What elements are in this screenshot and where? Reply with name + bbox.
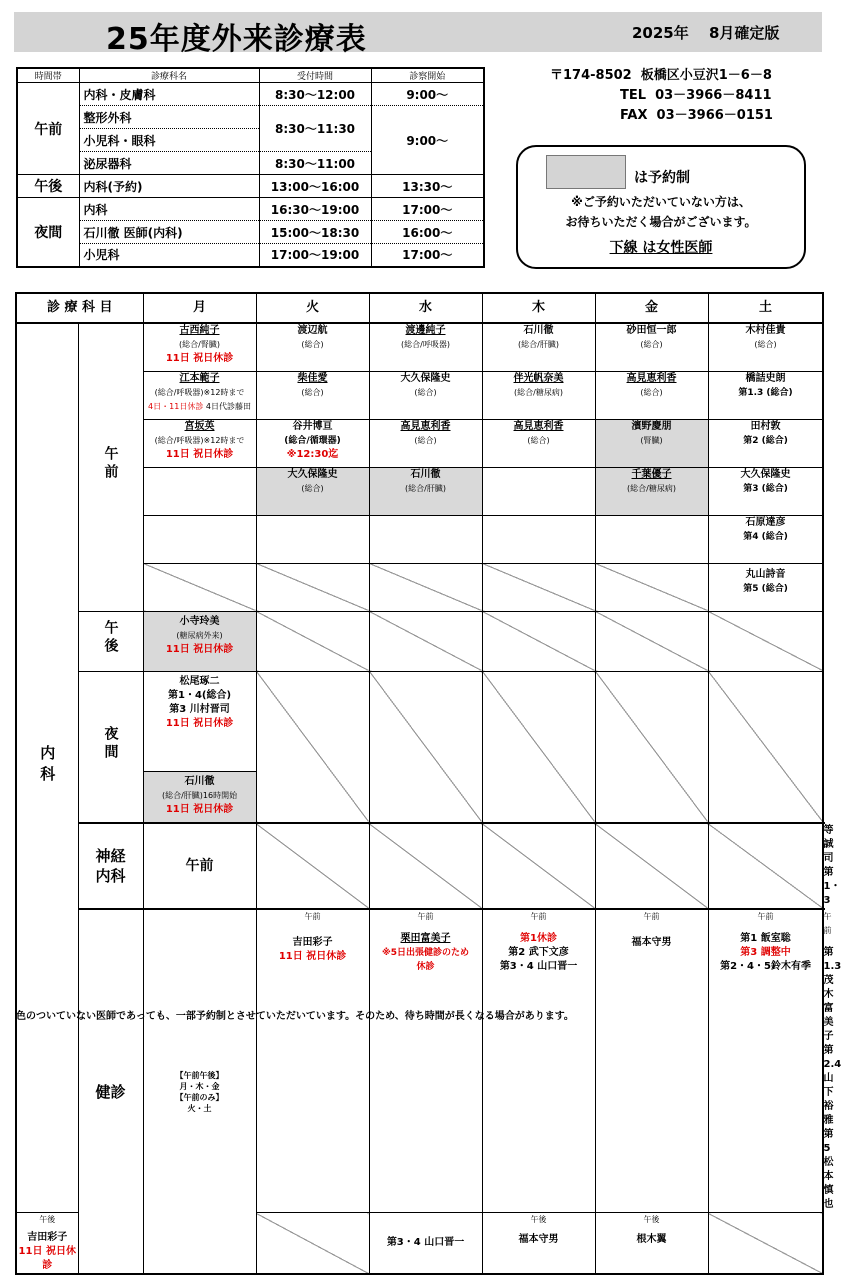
doctor-name: 福本守男	[518, 1234, 559, 1245]
specialty: (総合/肝臓)16時開始	[161, 790, 238, 800]
dept: 石川徹 医師(内科)	[79, 221, 259, 244]
closure-note: 11日 祝日休診	[18, 1246, 76, 1271]
specialty: (総合)	[640, 340, 663, 349]
session-night: 夜間	[78, 671, 143, 823]
doctor-name: 松尾琢二	[179, 675, 220, 687]
specialty: 第3 (総合)	[743, 483, 788, 494]
doctor-name: 濱野慶朋	[631, 420, 672, 432]
day-thu: 木	[482, 293, 595, 323]
slot-cell-closed	[256, 563, 369, 611]
slot-cell-closed	[595, 671, 708, 823]
slot-cell	[708, 323, 823, 371]
dept-header: 診 療 科 目	[16, 293, 143, 323]
slot-cell-closed	[143, 563, 256, 611]
title-banner	[14, 12, 822, 57]
slot-cell	[256, 909, 369, 1213]
hours-head: 時間帯	[17, 68, 79, 83]
dept: 内科	[79, 198, 259, 221]
slot-cell	[256, 419, 369, 467]
doctor-name: 丸山詩音	[745, 568, 786, 580]
slot-cell	[143, 671, 256, 771]
day-wed: 水	[369, 293, 482, 323]
checkup-note: 月・木・金	[179, 1081, 220, 1091]
closure-note: 4日・11日休診	[148, 401, 204, 411]
doctor-name: 第3 川村晋司	[169, 703, 230, 715]
slot-cell-closed	[482, 823, 595, 909]
slot-cell	[369, 323, 482, 371]
doctor-name: 橋詰史朗	[745, 372, 786, 384]
session-pm: 午後	[78, 611, 143, 671]
checkup-note: 【午前午後】	[175, 1070, 224, 1080]
specialty: (腎臓)	[640, 435, 663, 445]
specialty: (総合/呼吸器)	[401, 340, 450, 349]
slot-cell-closed	[595, 611, 708, 671]
page-title: 25年度外来診療表	[106, 22, 367, 57]
session-label: 午前	[530, 912, 547, 921]
reception: 13:00～16:00	[259, 175, 371, 198]
slot-cell-closed	[256, 1213, 369, 1275]
slot-cell-closed	[369, 823, 482, 909]
slot-cell	[708, 467, 823, 515]
doctor-name: 渡邊純子	[405, 325, 446, 336]
slot-cell-closed	[482, 671, 595, 823]
postal-address: 〒174-8502 板橋区小豆沢1－6－8	[550, 68, 772, 83]
dept-checkup: 健診	[78, 909, 143, 1274]
reception: 17:00～19:00	[259, 244, 371, 267]
slot-cell-closed	[708, 823, 823, 909]
doctor-name: 江本範子	[179, 372, 220, 384]
slot-cell	[708, 515, 823, 563]
reception: 15:00～18:30	[259, 221, 371, 244]
doctor-name: 伴光帆奈美	[513, 372, 564, 384]
specialty: (総合)	[301, 387, 324, 397]
slot-cell-closed	[708, 671, 823, 823]
slot-cell-closed	[369, 671, 482, 823]
slot-cell	[708, 419, 823, 467]
checkup-days-note	[143, 909, 256, 1274]
slot-cell	[369, 371, 482, 419]
dept: 小児科	[79, 244, 259, 267]
doctor-name: 柴佳愛	[297, 372, 328, 384]
slot-cell	[256, 323, 369, 371]
session-label: 午後	[39, 1215, 56, 1224]
slot-cell-closed	[369, 563, 482, 611]
specialty: (総合/糖尿病)	[627, 483, 676, 493]
slot-cell-closed	[595, 823, 708, 909]
dept-naika: 内科	[16, 323, 78, 1213]
slot-cell-closed	[482, 563, 595, 611]
doctor-name: 吉田彩子	[292, 937, 333, 948]
slot-cell	[482, 909, 595, 1213]
day-tue: 火	[256, 293, 369, 323]
notice-line: お待ちいただく場合がございます。	[565, 215, 757, 229]
specialty: (総合/呼吸器)※12時まで	[154, 387, 245, 397]
slot-cell-reserved	[256, 467, 369, 515]
specialty: (総合)	[301, 340, 324, 349]
slot-cell-empty	[482, 467, 595, 515]
specialty: (総合)	[640, 387, 663, 397]
footer-note: 色のついていない医師であっても、一部予約制とさせていただいています。そのため、待ち時間が長くなる場合があります。	[16, 1011, 574, 1022]
slot-cell	[595, 1213, 708, 1275]
slot-cell-empty	[595, 515, 708, 563]
hours-head: 診察開始	[371, 68, 484, 83]
dept-neurology: 神経内科	[78, 823, 143, 909]
time-note: ※12:30迄	[286, 448, 339, 460]
specialty: (総合/肝臓)	[405, 483, 446, 493]
specialty: (総合/循環器)	[284, 435, 341, 446]
start: 9:00～	[371, 106, 484, 175]
specialty: 第2 (総合)	[743, 435, 788, 446]
doctor-name: 石川徹	[184, 775, 215, 787]
specialty: (総合)	[754, 340, 777, 349]
closure-note: 休診	[416, 962, 435, 972]
closure-note: 11日 祝日休診	[165, 717, 234, 729]
slot-cell	[595, 323, 708, 371]
closure-note: 11日 祝日休診	[165, 803, 234, 815]
slot-cell-reserved	[143, 771, 256, 823]
doctor-name: 第2 武下文彦	[508, 947, 569, 958]
doctor-name: 高見恵利香	[400, 420, 451, 432]
slot-cell	[595, 909, 708, 1213]
slot-cell	[369, 1213, 482, 1275]
adjusting-note: 第3 調整中	[740, 947, 791, 958]
doctor-name: 福本守男	[631, 937, 672, 948]
closure-note: 11日 祝日休診	[165, 643, 234, 655]
slot-cell	[143, 323, 256, 371]
slot-cell-closed	[708, 1213, 823, 1275]
dept: 小児科・眼科	[79, 129, 259, 152]
start: 9:00～	[371, 83, 484, 106]
specialty: 第5 (総合)	[743, 583, 788, 594]
session-am: 午前	[78, 323, 143, 611]
closure-note: ※5日出張健診のため	[382, 948, 470, 958]
day-fri: 金	[595, 293, 708, 323]
slot-cell	[16, 1213, 78, 1275]
doctor-name: 石川徹	[523, 325, 554, 336]
specialty: (糖尿病外来)	[176, 630, 223, 640]
fax-number: FAX 03－3966－0151	[620, 108, 773, 123]
doctor-name: 根木翼	[636, 1234, 667, 1245]
reservation-color-swatch	[546, 155, 626, 189]
specialty: (総合/肝臓)	[518, 340, 559, 349]
doctor-name: 千葉優子	[631, 468, 672, 480]
day-sat: 土	[708, 293, 823, 323]
session-label: 午後	[643, 1215, 660, 1224]
reception: 16:30～19:00	[259, 198, 371, 221]
specialty: 第4 (総合)	[743, 531, 788, 542]
hours-table	[16, 67, 485, 268]
doctor-name: 小寺玲美	[179, 615, 220, 627]
specialty: (総合)	[301, 483, 324, 493]
doctor-name: 栗田富美子	[400, 933, 451, 944]
doctor-name: 吉田彩子	[27, 1232, 68, 1243]
doctor-name: 大久保隆史	[287, 468, 338, 480]
doctor-name: 第2・4・5鈴木有季	[720, 961, 811, 972]
substitute-note: 4日代診藤田	[205, 401, 251, 411]
period-pm: 午後	[17, 175, 79, 198]
doctor-name: 高見恵利香	[513, 420, 564, 432]
specialty: (総合/呼吸器)※12時まで	[154, 435, 245, 445]
slot-cell-empty	[256, 515, 369, 563]
doctor-name: 高見恵利香	[626, 372, 677, 384]
notice-line: ※ご予約いただいていない方は、	[571, 195, 751, 209]
specialty: (総合/腎臓)	[179, 340, 220, 349]
session-label: 午前	[757, 912, 774, 921]
day-mon: 月	[143, 293, 256, 323]
slot-cell	[482, 323, 595, 371]
slot-cell	[143, 371, 256, 419]
slot-cell-closed	[369, 611, 482, 671]
slot-cell-closed	[256, 611, 369, 671]
slot-cell-reserved	[369, 467, 482, 515]
doctor-name: 谷井博亘	[292, 420, 333, 432]
specialty: (総合)	[527, 435, 550, 445]
reception: 8:30～11:00	[259, 152, 371, 175]
start: 17:00～	[371, 198, 484, 221]
slot-cell	[595, 371, 708, 419]
phone-number: TEL 03－3966－8411	[620, 88, 772, 103]
slot-cell-closed	[482, 611, 595, 671]
slot-cell-closed	[256, 671, 369, 823]
period-night: 夜間	[17, 198, 79, 267]
session-label: 午後	[530, 1215, 547, 1224]
dept: 整形外科	[79, 106, 259, 129]
doctor-name: 石原達彦	[745, 516, 786, 528]
slot-cell	[482, 371, 595, 419]
dept: 内科・皮膚科	[79, 83, 259, 106]
doctor-name: 田村敦	[750, 420, 781, 432]
specialty: 第1.3 (総合)	[738, 387, 793, 398]
closure-note: 第1休診	[520, 933, 557, 944]
doctor-name: 第1 飯室聡	[740, 933, 791, 944]
slot-cell-empty	[143, 467, 256, 515]
doctor-name: 大久保隆史	[400, 372, 451, 384]
period-am: 午前	[17, 83, 79, 175]
slot-cell-empty	[482, 515, 595, 563]
specialty: (総合)	[414, 387, 437, 397]
doctor-name: 砂田恒一郎	[626, 325, 677, 336]
hours-head: 受付時間	[259, 68, 371, 83]
slot-cell-reserved	[595, 467, 708, 515]
schedule-table: 診 療 科 目 月 火 水 木 金 土 内科 午前 古西純子 (総合/腎臓) 11日 祝日休診 渡辺航 (総合) 渡邊純子 (総合/呼吸器) 石川徹 (総合/肝臓) 砂田恒一郎 (総合) 木村佳貴 (総合) 江本範子 (総合/呼吸器)※12時まで 4日・11日休診 4日代診藤田 柴佳愛 (総合) 大久保隆史 (総合) 伴光帆奈美 (総合/糖尿病) 高見恵利香 (総合) 橋詰史朗 第1.3 (総合) 宮坂英 (総合/呼吸器)※12時まで 11日 祝日休診 谷井博亘 (総合/循環器) ※12:30迄 高見恵利香 (総合) 高見恵利香 (総合) 濱野慶朋 (腎臓) 田村敦 第2 (総合) 大久保隆史 (総合) 石川徹 (総合/肝臓) 千葉優子 (総合/糖尿病) 大久保隆史 第3 (総合) 石原達彦 第4 (総合) 丸山詩音 第5 (総合) 午後 小寺玲美 (糖尿病外来) 11日 祝日休診 夜間 松尾琢二 第1・4(総合) 第3 川村晋司 11日 祝日休診 石川徹 (総合/肝臓)16時開始 11日 祝日休診 神経内科 午前 等誠司 第1・3 健診 【午前午後】 月・木・金 【午前のみ】 火・土 午前 吉田彩子 11日 祝日休診 午前 栗田富美子 ※5日出張健診のため 休診 午前 第1休診 第2 武下文彦 第3・4 山口晋一 午前 福本守男 午前 第1 飯室聡 第3 調整中 第2・4・5鈴木有季 午前 第1.3 茂木富美子 第2.4 山下裕雅 第5 松本慎也 午後 吉田彩子 11日 祝日休診 第3・4 山口晋一 午後 福本守男 午後 根木翼	[15, 292, 824, 1275]
hours-head: 診療科名	[79, 68, 259, 83]
session-label: 午前	[643, 912, 660, 921]
slot-cell	[708, 371, 823, 419]
session-am: 午前	[143, 823, 256, 909]
start: 17:00～	[371, 244, 484, 267]
slot-cell-closed	[256, 823, 369, 909]
reception: 8:30～12:00	[259, 83, 371, 106]
doctor-name: 古西純子	[179, 325, 220, 336]
start: 13:30～	[371, 175, 484, 198]
checkup-note: 【午前のみ】	[175, 1092, 224, 1102]
female-doctor-note: 下線 は女性医師	[609, 240, 713, 256]
reservation-notice	[516, 145, 806, 269]
slot-cell-empty	[143, 515, 256, 563]
slot-cell-empty	[369, 515, 482, 563]
slot-cell	[143, 419, 256, 467]
address-block	[550, 66, 773, 126]
slot-cell	[369, 909, 482, 1213]
closure-note: 11日 祝日休診	[165, 353, 234, 364]
doctor-name: 渡辺航	[297, 325, 328, 336]
doctor-name: 第3・4 山口晋一	[499, 961, 578, 972]
slot-cell	[708, 909, 823, 1213]
slot-cell	[708, 563, 823, 611]
slot-cell-closed	[708, 611, 823, 671]
doctor-name: 大久保隆史	[740, 468, 791, 480]
doctor-name: 第3・4 山口晋一	[386, 1237, 465, 1248]
slot-cell-closed	[595, 563, 708, 611]
notice-line: は予約制	[634, 170, 690, 186]
session-label: 午前	[417, 912, 434, 921]
specialty: 第1・4(総合)	[167, 689, 232, 701]
dept: 内科(予約)	[79, 175, 259, 198]
slot-cell	[482, 419, 595, 467]
reception: 8:30～11:30	[259, 106, 371, 152]
slot-cell-reserved	[595, 419, 708, 467]
specialty: (総合/糖尿病)	[514, 387, 563, 397]
slot-cell-reserved	[143, 611, 256, 671]
checkup-note: 火・土	[187, 1103, 212, 1113]
session-label: 午前	[304, 912, 321, 921]
specialty: (総合)	[414, 435, 437, 445]
doctor-name: 石川徹	[410, 468, 441, 480]
closure-note: 11日 祝日休診	[278, 951, 347, 962]
slot-cell	[482, 1213, 595, 1275]
start: 16:00～	[371, 221, 484, 244]
doctor-name: 宮坂英	[184, 420, 215, 432]
closure-note: 11日 祝日休診	[165, 448, 234, 460]
edition-label: 2025年 8月確定版	[632, 24, 780, 42]
doctor-name: 木村佳貴	[745, 325, 786, 336]
dept: 泌尿器科	[79, 152, 259, 175]
slot-cell	[256, 371, 369, 419]
slot-cell	[369, 419, 482, 467]
